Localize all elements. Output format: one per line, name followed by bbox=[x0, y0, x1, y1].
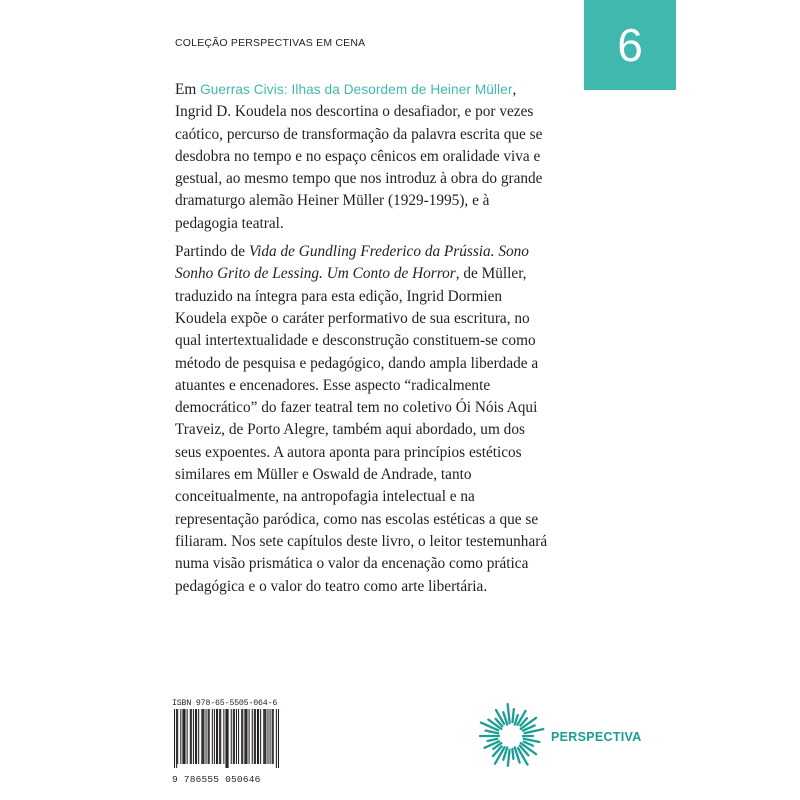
barcode-bar bbox=[241, 709, 242, 764]
logo-ray bbox=[508, 704, 510, 723]
volume-badge: 6 bbox=[584, 0, 676, 90]
barcode-bar bbox=[193, 709, 194, 764]
barcode-bar bbox=[272, 709, 273, 764]
barcode-bar bbox=[214, 709, 215, 764]
paragraph-2 bbox=[175, 241, 553, 598]
book-title-highlight: Guerras Civis: Ilhas da Desordem de Heiner Müller bbox=[200, 82, 513, 97]
barcode-bar bbox=[202, 709, 203, 764]
paragraph-1-lead: Em bbox=[175, 81, 201, 98]
barcode-bar bbox=[258, 709, 259, 764]
barcode-bar bbox=[195, 709, 196, 764]
barcode-bar bbox=[225, 709, 226, 768]
barcode-bar bbox=[276, 709, 277, 768]
logo-ray bbox=[486, 731, 499, 734]
barcode-bar bbox=[228, 709, 229, 768]
barcode-bar bbox=[198, 709, 199, 764]
barcode-bar bbox=[245, 709, 246, 764]
paragraph-1 bbox=[175, 79, 553, 235]
publisher-name: PERSPECTIVA bbox=[551, 730, 642, 744]
barcode-bar bbox=[264, 709, 265, 764]
isbn-label: ISBN 978-65-5505-064-6 bbox=[172, 699, 278, 708]
barcode-bar bbox=[174, 709, 175, 768]
play-title-italic: Vida de Gundling Frederico da Prússia. Sono Sonho Grito de Lessing. Um Conto de Horror bbox=[175, 243, 529, 283]
barcode-bar bbox=[217, 709, 218, 764]
barcode-bar bbox=[246, 709, 247, 764]
barcode-digits: 9 786555 050646 bbox=[172, 774, 261, 785]
barcode-bar bbox=[196, 709, 197, 764]
barcode-bar bbox=[254, 709, 255, 764]
barcode-bar bbox=[187, 709, 188, 764]
isbn-barcode bbox=[172, 699, 284, 785]
barcode-bar bbox=[270, 709, 271, 764]
barcode-bar bbox=[216, 709, 217, 764]
barcode-bar bbox=[238, 709, 239, 764]
back-cover-text bbox=[175, 79, 553, 598]
barcode-bar bbox=[183, 709, 184, 764]
barcode-bar bbox=[176, 709, 177, 768]
barcode-bar bbox=[206, 709, 207, 764]
barcode-bar bbox=[212, 709, 213, 764]
barcode-bar bbox=[201, 709, 202, 764]
barcode-bar bbox=[236, 709, 237, 764]
barcode-bar bbox=[209, 709, 210, 764]
paragraph-2-body: , de Müller, traduzido na íntegra para esta edição, Ingrid Dormien Koudela expõe o caráter performativo de sua escritura, no qual intertextualidade e desconstrução constituem-se como método de pesquisa e pedagógico, dando ampla liberdade a atuantes e encenadores. Esse aspecto “radicalmente democrático” do fazer teatral tem no coletivo Ói Nóis Aqui Traveiz, de Porto Alegre, também aqui abordado, um dos seus expoentes. A autora aponta para princípios estéticos similares em Müller e Oswald de Andrade, tanto conceitualmente, na antropofagia intelectual e na representação paródica, como nas escolas estéticas a que se filiaram. Nos sete capítulos deste livro, o leitor testemunhará numa visão prismática o valor da encenação como prática pedagógica e o valor do teatro como arte libertária. bbox=[175, 265, 548, 595]
barcode-bar bbox=[260, 709, 261, 764]
publisher-logo bbox=[475, 700, 665, 770]
barcode-bar bbox=[223, 709, 224, 764]
barcode-bar bbox=[244, 709, 245, 764]
paragraph-1-body: , Ingrid D. Koudela nos descortina o desafiador, e por vezes caótico, percurso de transformação da palavra escrita que se desdobra no tempo e no espaço cênicos em oralidade viva e gestual, ao mesmo tempo que nos introduz à obra do grande dramaturgo alemão Heiner Müller (1929-1995), e à pedagogia teatral. bbox=[175, 81, 543, 232]
barcode-bar bbox=[219, 709, 220, 764]
barcode-bar bbox=[208, 709, 209, 764]
barcode-bar bbox=[267, 709, 268, 764]
barcode-bar bbox=[191, 709, 192, 764]
barcode-bars bbox=[172, 708, 284, 768]
barcode-bar bbox=[255, 709, 256, 764]
barcode-bar bbox=[249, 709, 250, 764]
barcode-bar bbox=[242, 709, 243, 764]
barcode-bar bbox=[185, 709, 186, 764]
barcode-bar bbox=[182, 709, 183, 764]
barcode-bar bbox=[220, 709, 221, 764]
barcode-bar bbox=[278, 709, 279, 768]
barcode-bar bbox=[231, 709, 232, 764]
logo-ray bbox=[508, 750, 510, 766]
barcode-bar bbox=[252, 709, 253, 764]
sunburst-ring-logo-icon bbox=[475, 700, 547, 772]
logo-ray bbox=[488, 739, 498, 741]
barcode-bar bbox=[180, 709, 181, 764]
barcode-bar bbox=[257, 709, 258, 764]
paragraph-2-lead: Partindo de bbox=[175, 243, 249, 261]
barcode-bar bbox=[263, 709, 264, 764]
barcode-bar bbox=[190, 709, 191, 764]
logo-ray bbox=[512, 749, 513, 759]
barcode-bar bbox=[227, 709, 228, 768]
barcode-bar bbox=[234, 709, 235, 764]
logo-ray bbox=[512, 709, 513, 722]
barcode-bar bbox=[265, 709, 266, 764]
series-title: COLEÇÃO PERSPECTIVAS EM CENA bbox=[175, 37, 366, 49]
barcode-bar bbox=[203, 709, 204, 764]
barcode-bar bbox=[273, 709, 274, 764]
barcode-bar bbox=[177, 709, 178, 764]
barcode-bar bbox=[233, 709, 234, 764]
